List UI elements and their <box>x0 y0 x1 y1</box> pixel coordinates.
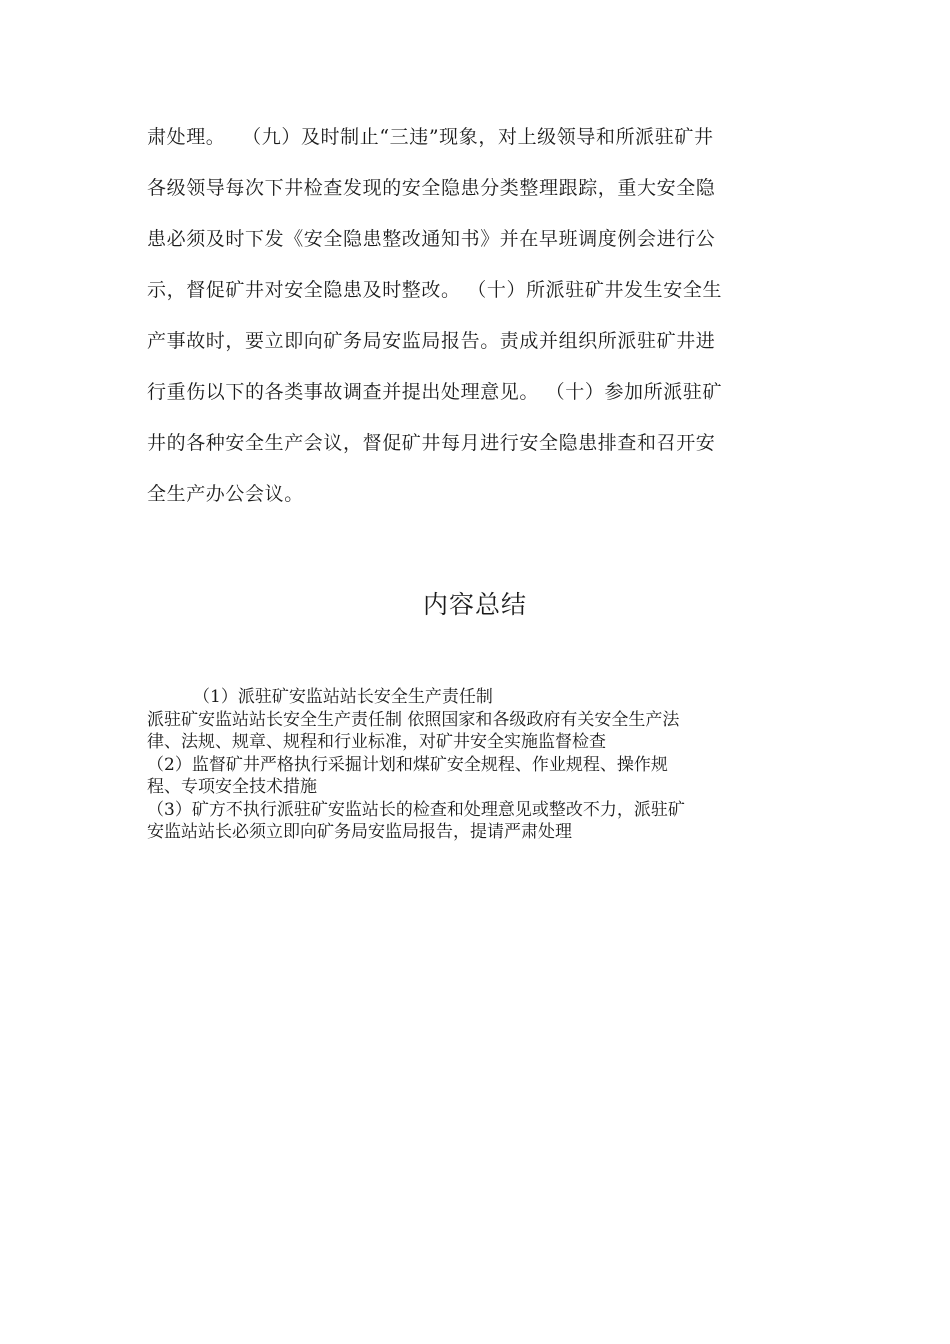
body-line: 肃处理。 （九）及时制止“三违”现象，对上级领导和所派驻矿井 <box>147 126 714 148</box>
body-text <box>147 118 807 526</box>
summary-line: 律、法规、规章、规程和行业标准，对矿井安全实施监督检查 <box>147 732 606 752</box>
summary-line: 派驻矿安监站站长安全生产责任制 依照国家和各级政府有关安全生产法 <box>147 709 680 730</box>
body-line: 患必须及时下发《安全隐患整改通知书》并在早班调度例会进行公 <box>147 228 716 250</box>
summary-line: 安监站站长必须立即向矿务局安监局报告，提请严肃处理 <box>147 822 572 842</box>
summary-line: （2）监督矿井严格执行采掘计划和煤矿安全规程、作业规程、操作规 <box>147 754 668 775</box>
body-line: 行重伤以下的各类事故调查并提出处理意见。 （十）参加所派驻矿 <box>147 381 723 403</box>
body-line: 产事故时，要立即向矿务局安监局报告。责成并组织所派驻矿井进 <box>147 330 716 352</box>
body-line: 井的各种安全生产会议，督促矿井每月进行安全隐患排查和召开安 <box>147 432 716 454</box>
summary-title: 内容总结 <box>422 590 527 619</box>
body-line: 各级领导每次下井检查发现的安全隐患分类整理跟踪，重大安全隐 <box>147 177 716 199</box>
body-line: 示，督促矿井对安全隐患及时整改。 （十）所派驻矿井发生安全生 <box>147 279 723 301</box>
summary-section <box>147 686 807 844</box>
summary-line: （1）派驻矿安监站站长安全生产责任制 <box>193 687 493 707</box>
body-line: 全生产办公会议。 <box>147 483 304 505</box>
summary-line: 程、专项安全技术措施 <box>147 777 317 797</box>
summary-line: （3）矿方不执行派驻矿安监站长的检查和处理意见或整改不力，派驻矿 <box>147 799 685 820</box>
